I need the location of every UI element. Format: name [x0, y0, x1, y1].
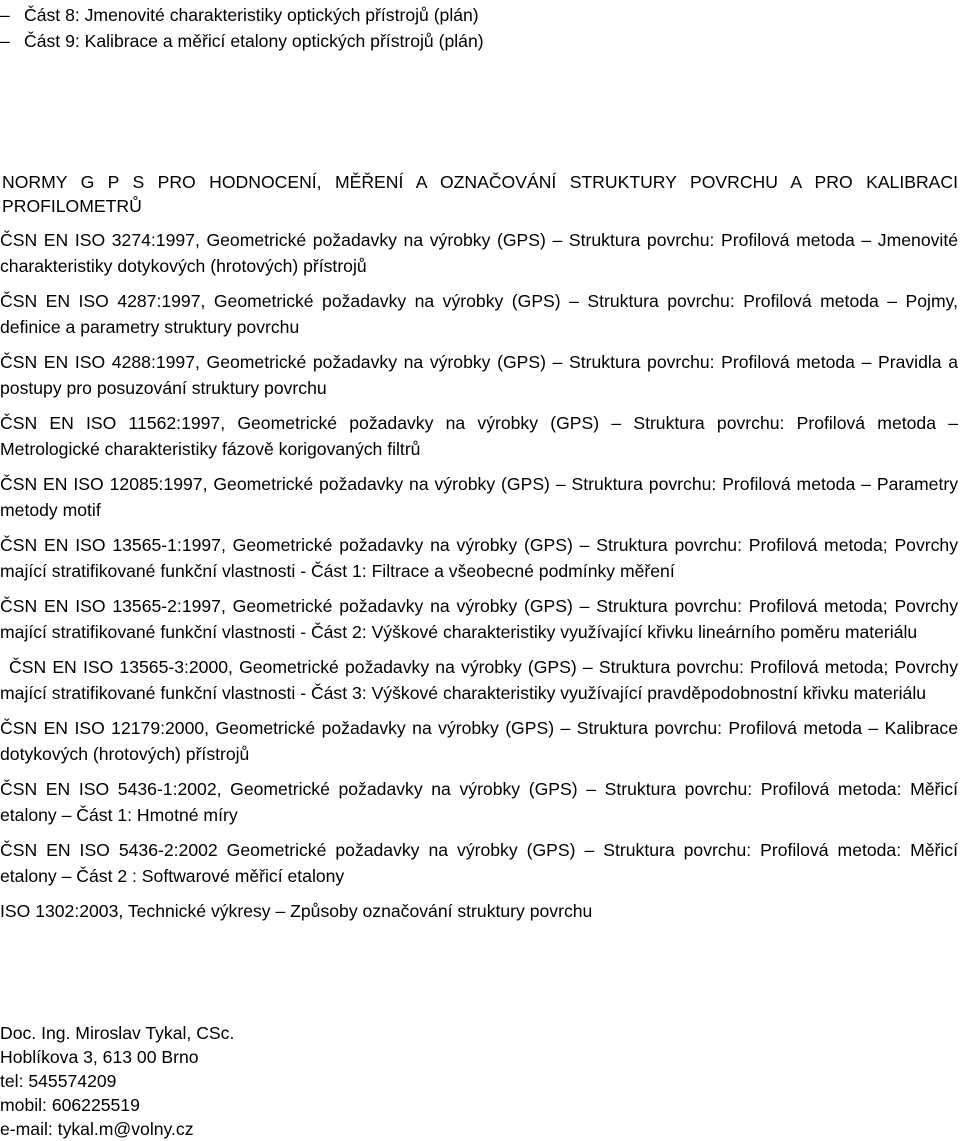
- norm-entry: ČSN EN ISO 13565-1:1997, Geometrické požadavky na výrobky (GPS) – Struktura povrchu: Profilová metoda; Povrchy mající stratifikované funkční vlastnosti - Část 1: Filtrace a všeobecné podmínky měření: [0, 535, 958, 581]
- norm-entry: ČSN EN ISO 4288:1997, Geometrické požadavky na výrobky (GPS) – Struktura povrchu: Profilová metoda – Pravidla a postupy pro posuzování struktury povrchu: [0, 352, 958, 398]
- norm-entry: ČSN EN ISO 12179:2000, Geometrické požadavky na výrobky (GPS) – Struktura povrchu: Profilová metoda – Kalibrace dotykových (hrotových) přístrojů: [0, 718, 958, 764]
- norm-entry: ČSN EN ISO 5436-1:2002, Geometrické požadavky na výrobky (GPS) – Struktura povrchu: Profilová metoda: Měřicí etalony – Část 1: Hmotné míry: [0, 779, 958, 825]
- norm-entry: ČSN EN ISO 13565-3:2000, Geometrické požadavky na výrobky (GPS) – Struktura povrchu: Profilová metoda; Povrchy mající stratifikované funkční vlastnosti - Část 3: Výškové charakteristiky využívající pravděpodobnostní křivku materiálu: [0, 657, 958, 703]
- norm-entry: ČSN EN ISO 11562:1997, Geometrické požadavky na výrobky (GPS) – Struktura povrchu: Profilová metoda – Metrologické charakteristiky fázově korigovaných filtrů: [0, 413, 958, 459]
- toc-dash: –: [0, 5, 10, 25]
- norm-entry: ISO 1302:2003, Technické výkresy – Způsoby označování struktury povrchu: [0, 901, 593, 921]
- toc-item-text: Část 8: Jmenovité charakteristiky optických přístrojů (plán): [24, 5, 479, 25]
- section-heading: NORMY G P S PRO HODNOCENÍ, MĚŘENÍ A OZNAČOVÁNÍ STRUKTURY POVRCHU A PRO KALIBRACI PROFILOMETRŮ: [2, 172, 958, 216]
- norm-entry: ČSN EN ISO 12085:1997, Geometrické požadavky na výrobky (GPS) – Struktura povrchu: Profilová metoda – Parametry metody motif: [0, 474, 958, 520]
- norm-entry: ČSN EN ISO 4287:1997, Geometrické požadavky na výrobky (GPS) – Struktura povrchu: Profilová metoda – Pojmy, definice a parametry struktury povrchu: [0, 291, 958, 337]
- toc-item: [0, 28, 960, 54]
- contact-tel: tel: 545574209: [0, 1071, 117, 1091]
- toc-item: [0, 2, 960, 28]
- norm-entry: ČSN EN ISO 13565-2:1997, Geometrické požadavky na výrobky (GPS) – Struktura povrchu: Profilová metoda; Povrchy mající stratifikované funkční vlastnosti - Část 2: Výškové charakteristiky využívající křivku lineárního poměru materiálu: [0, 596, 958, 642]
- toc-list: [0, 2, 960, 54]
- toc-dash: –: [0, 31, 10, 51]
- norm-entry: ČSN EN ISO 5436-2:2002 Geometrické požadavky na výrobky (GPS) – Struktura povrchu: Profilová metoda: Měřicí etalony – Část 2 : Softwarové měřicí etalony: [0, 840, 958, 886]
- norm-entry: ČSN EN ISO 3274:1997, Geometrické požadavky na výrobky (GPS) – Struktura povrchu: Profilová metoda – Jmenovité charakteristiky dotykových (hrotových) přístrojů: [0, 230, 958, 276]
- toc-item-text: Část 9: Kalibrace a měřicí etalony optických přístrojů (plán): [24, 31, 484, 51]
- contact-block: [0, 1021, 400, 1141]
- contact-address: Hoblíkova 3, 613 00 Brno: [0, 1047, 199, 1067]
- norms-list: [0, 227, 958, 933]
- contact-mobil: mobil: 606225519: [0, 1095, 140, 1115]
- contact-email[interactable]: e-mail: tykal.m@volny.cz: [0, 1119, 194, 1139]
- contact-name: Doc. Ing. Miroslav Tykal, CSc.: [0, 1023, 235, 1043]
